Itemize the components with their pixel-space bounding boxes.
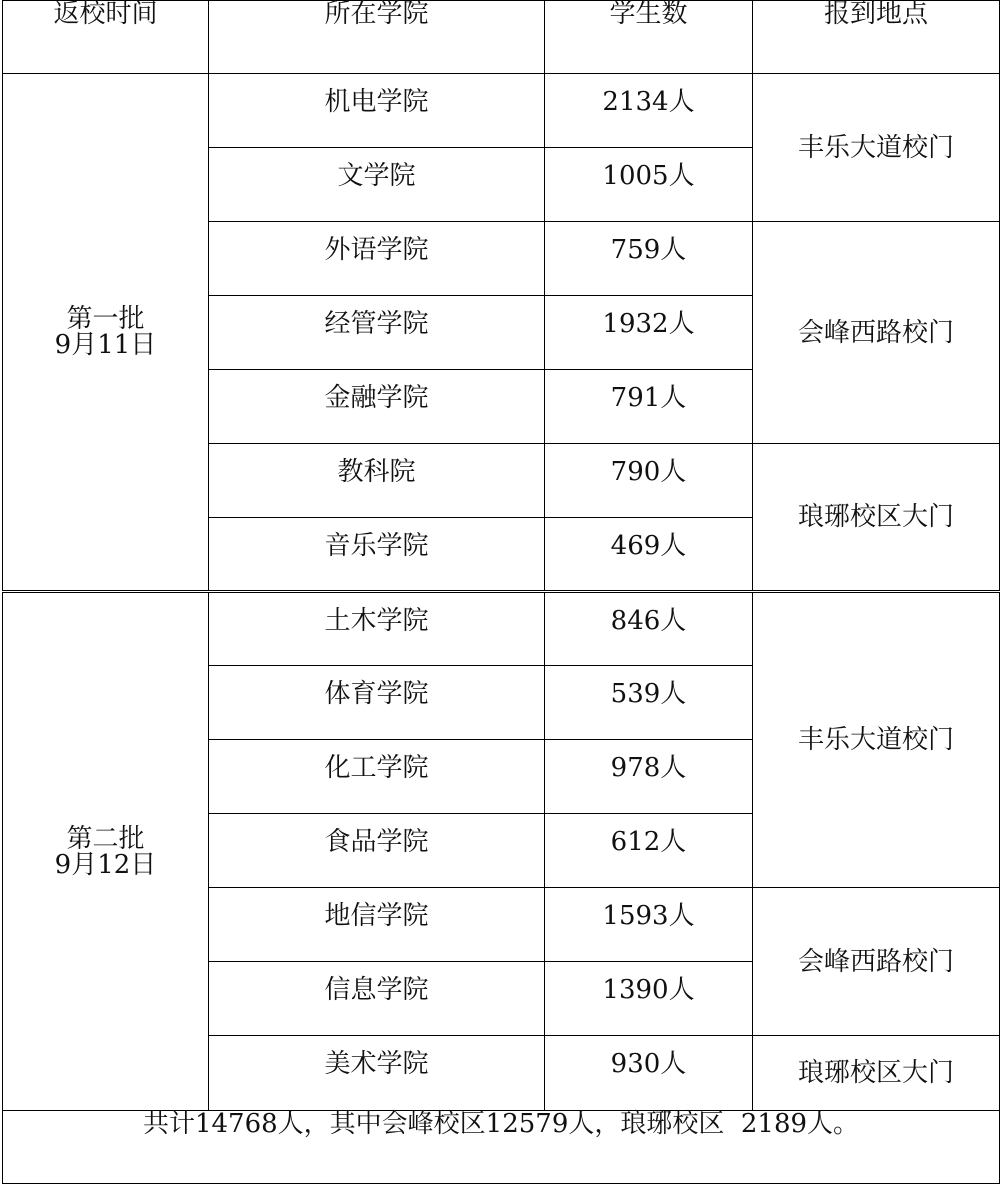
- college-cell: 信息学院: [209, 962, 545, 1036]
- location-cell: 会峰西路校门: [753, 222, 1000, 444]
- college-cell: 文学院: [209, 148, 545, 222]
- summary-text: 共计14768人，其中会峰校区12579人，琅琊校区 2189人。: [3, 1111, 1000, 1184]
- batch-1-cell: [3, 74, 209, 592]
- college-cell: 金融学院: [209, 370, 545, 444]
- student-count-cell: 930人: [545, 1036, 753, 1111]
- student-count-cell: 978人: [545, 740, 753, 814]
- table-row: [3, 592, 1000, 666]
- student-count-cell: 539人: [545, 666, 753, 740]
- batch-date: 9月12日: [54, 849, 157, 880]
- student-count-cell: 791人: [545, 370, 753, 444]
- header-location: 报到地点: [753, 1, 1000, 74]
- college-cell: 食品学院: [209, 814, 545, 888]
- batch-date: 9月11日: [54, 330, 157, 360]
- college-cell: 机电学院: [209, 74, 545, 148]
- location-cell: 丰乐大道校门: [753, 74, 1000, 222]
- batch-name: 第一批: [66, 304, 145, 334]
- student-count-cell: 1932人: [545, 296, 753, 370]
- college-cell: 土木学院: [209, 592, 545, 666]
- location-cell: 琅琊校区大门: [753, 1036, 1000, 1111]
- summary-row: [3, 1111, 1000, 1184]
- college-cell: 经管学院: [209, 296, 545, 370]
- student-count-cell: 1593人: [545, 888, 753, 962]
- college-cell: 美术学院: [209, 1036, 545, 1111]
- college-cell: 地信学院: [209, 888, 545, 962]
- header-college: 所在学院: [209, 1, 545, 74]
- student-count-cell: 846人: [545, 592, 753, 666]
- college-cell: 体育学院: [209, 666, 545, 740]
- college-cell: 化工学院: [209, 740, 545, 814]
- batch-2-cell: [3, 592, 209, 1111]
- student-count-cell: 1390人: [545, 962, 753, 1036]
- student-count-cell: 2134人: [545, 74, 753, 148]
- student-count-cell: 612人: [545, 814, 753, 888]
- return-schedule-table: [2, 0, 1000, 1184]
- college-cell: 教科院: [209, 444, 545, 518]
- student-count-cell: 759人: [545, 222, 753, 296]
- student-count-cell: 1005人: [545, 148, 753, 222]
- student-count-cell: 469人: [545, 518, 753, 592]
- location-cell: 会峰西路校门: [753, 888, 1000, 1036]
- table-row: [3, 74, 1000, 148]
- college-cell: 外语学院: [209, 222, 545, 296]
- location-cell: 琅琊校区大门: [753, 444, 1000, 592]
- location-cell: 丰乐大道校门: [753, 592, 1000, 888]
- college-cell: 音乐学院: [209, 518, 545, 592]
- header-return-time: 返校时间: [3, 1, 209, 74]
- student-count-cell: 790人: [545, 444, 753, 518]
- header-students: 学生数: [545, 1, 753, 74]
- table-header-row: [3, 1, 1000, 74]
- batch-name: 第二批: [66, 823, 145, 854]
